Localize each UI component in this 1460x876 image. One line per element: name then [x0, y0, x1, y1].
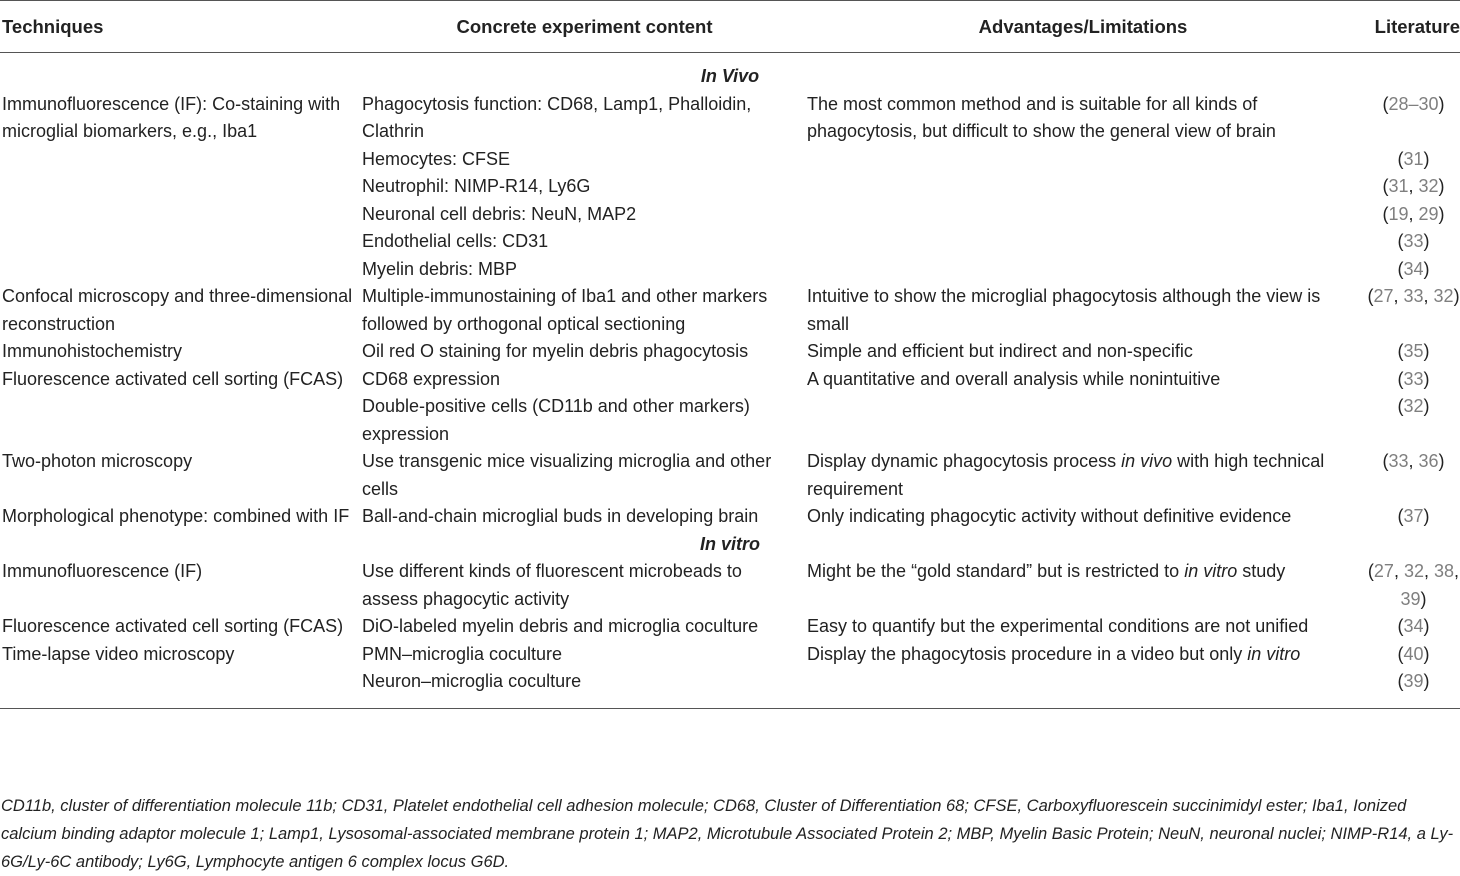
literature-cell: [1359, 173, 1460, 201]
reference-link[interactable]: 33: [1403, 368, 1424, 389]
open-paren: (: [1382, 203, 1389, 224]
technique-cell: [0, 256, 362, 284]
close-paren: ): [1420, 588, 1427, 609]
literature-cell: [1359, 146, 1460, 174]
close-paren: ): [1423, 616, 1430, 636]
ref-separator: ,: [1454, 561, 1460, 581]
content-cell: Myelin debris: MBP: [362, 258, 518, 279]
technique-cell: [0, 668, 362, 708]
open-paren: (: [1397, 616, 1404, 636]
content-cell: Use transgenic mice visualizing microglia and other cells: [362, 451, 772, 499]
close-paren: ): [1423, 148, 1430, 169]
reference-link[interactable]: 32: [1433, 286, 1454, 306]
close-paren: ): [1423, 396, 1430, 416]
advantages-cell: [807, 256, 1359, 284]
reference-link[interactable]: 39: [1403, 671, 1424, 691]
technique-cell: [0, 146, 362, 174]
section-row: [0, 531, 1460, 559]
literature-cell: [1359, 283, 1460, 338]
content-cell: Endothelial cells: CD31: [362, 231, 549, 251]
advantages-cell: Intuitive to show the microglial phagocytosis although the view is small: [807, 286, 1321, 334]
literature-cell: [1359, 668, 1460, 708]
section-title: In vitro: [699, 533, 760, 554]
content-cell: Phagocytosis function: CD68, Lamp1, Phalloidin, Clathrin: [362, 93, 752, 141]
italic-term: in vitro: [1184, 561, 1238, 581]
table-row: [0, 173, 1460, 201]
technique-cell: [0, 173, 362, 201]
reference-link[interactable]: 32: [1403, 396, 1424, 416]
open-paren: (: [1397, 643, 1404, 664]
advantages-cell: Simple and efficient but indirect and non-specific: [807, 341, 1193, 361]
reference-link[interactable]: 34: [1403, 258, 1424, 279]
ref-separator: ,: [1408, 451, 1419, 471]
content-cell: Hemocytes: CFSE: [362, 148, 511, 169]
advantages-cell: [807, 173, 1359, 201]
close-paren: ): [1423, 671, 1430, 691]
reference-link[interactable]: 40: [1403, 643, 1424, 664]
table-row: [0, 201, 1460, 229]
close-paren: ): [1423, 231, 1430, 251]
close-paren: ): [1423, 506, 1430, 526]
reference-link[interactable]: 33: [1403, 286, 1424, 306]
content-cell: Neuronal cell debris: NeuN, MAP2: [362, 203, 637, 224]
section-title: In Vivo: [700, 66, 760, 86]
table-row: [0, 613, 1460, 641]
close-paren: ): [1438, 93, 1445, 114]
advantages-cell: [807, 558, 1359, 613]
ref-separator: ,: [1423, 286, 1434, 306]
reference-link[interactable]: 31: [1388, 176, 1409, 196]
reference-link[interactable]: 37: [1403, 506, 1424, 526]
literature-cell: [1359, 366, 1460, 394]
reference-link[interactable]: 32: [1418, 176, 1439, 196]
content-cell: Use different kinds of fluorescent microbeads to assess phagocytic activity: [362, 561, 742, 609]
open-paren: (: [1397, 671, 1404, 691]
reference-link[interactable]: 36: [1418, 451, 1439, 471]
close-paren: ): [1453, 286, 1460, 306]
close-paren: ): [1423, 643, 1430, 664]
table-row: [0, 641, 1460, 669]
technique-cell: Fluorescence activated cell sorting (FCAS): [2, 368, 344, 389]
header-advantages: Advantages/Limitations: [807, 1, 1359, 53]
technique-cell: [0, 201, 362, 229]
reference-link[interactable]: 19: [1388, 203, 1409, 224]
technique-cell: [0, 393, 362, 448]
close-paren: ): [1423, 368, 1430, 389]
advantages-cell: [807, 146, 1359, 174]
advantages-text: Display dynamic phagocytosis process: [807, 451, 1122, 471]
content-cell: Multiple-immunostaining of Iba1 and other markers followed by orthogonal optical sectioning: [362, 286, 768, 334]
advantages-text: study: [1237, 561, 1286, 581]
content-cell: Double-positive cells (CD11b and other markers) expression: [362, 396, 750, 444]
reference-link[interactable]: 31: [1403, 148, 1424, 169]
ref-separator: ,: [1424, 561, 1435, 581]
open-paren: (: [1397, 341, 1404, 361]
technique-cell: Immunohistochemistry: [2, 341, 183, 361]
table-row: [0, 558, 1460, 613]
table-header: [0, 1, 1460, 53]
open-paren: (: [1382, 451, 1389, 471]
open-paren: (: [1397, 231, 1404, 251]
header-row: [0, 1, 1460, 53]
content-cell: Neutrophil: NIMP-R14, Ly6G: [362, 176, 591, 196]
advantages-cell: A quantitative and overall analysis while nonintuitive: [807, 368, 1221, 389]
table-row: [0, 91, 1460, 146]
table-row: [0, 256, 1460, 284]
table-row: [0, 338, 1460, 366]
reference-link[interactable]: 27: [1373, 286, 1394, 306]
advantages-cell: Only indicating phagocytic activity without definitive evidence: [807, 506, 1292, 526]
technique-cell: Two-photon microscopy: [2, 451, 193, 471]
literature-cell: [1359, 201, 1460, 229]
advantages-text: with high technical requirement: [807, 451, 1325, 499]
content-cell: CD68 expression: [362, 368, 501, 389]
reference-link[interactable]: 34: [1403, 616, 1424, 636]
header-literature: Literature: [1359, 1, 1460, 53]
reference-link[interactable]: 29: [1418, 203, 1439, 224]
ref-separator: ,: [1393, 561, 1404, 581]
content-cell: Ball-and-chain microglial buds in developing brain: [362, 506, 759, 526]
reference-link[interactable]: 38: [1434, 561, 1455, 581]
close-paren: ): [1438, 203, 1445, 224]
ref-separator: ,: [1408, 203, 1419, 224]
open-paren: (: [1382, 176, 1389, 196]
technique-cell: Confocal microscopy and three-dimensional reconstruction: [2, 286, 353, 334]
literature-cell: [1359, 256, 1460, 284]
advantages-cell: [807, 228, 1359, 256]
advantages-cell: [807, 393, 1359, 448]
reference-link[interactable]: 33: [1388, 451, 1409, 471]
content-cell: DiO-labeled myelin debris and microglia coculture: [362, 616, 759, 636]
technique-cell: Fluorescence activated cell sorting (FCAS): [2, 616, 344, 636]
technique-cell: Immunofluorescence (IF): Co-staining with microglial biomarkers, e.g., Iba1: [2, 93, 341, 141]
content-cell: Neuron–microglia coculture: [362, 668, 807, 708]
literature-cell: [1359, 448, 1460, 503]
close-paren: ): [1423, 258, 1430, 279]
table-footnote: CD11b, cluster of differentiation molecule 11b; CD31, Platelet endothelial cell adhesion molecule; CD68, Cluster of Differentiation 68; CFSE, Carboxyfluorescein succinimidyl ester; Iba1, Ionized calcium binding adaptor molecule 1; Lamp1, Lysosomal-associated membrane protein 1; MAP2, Microtubule Associated Protein 2; MBP, Myelin Basic Protein; NeuN, neuronal nuclei; NIMP-R14, a Ly-6G/Ly-6C antibody; Ly6G, Lymphocyte antigen 6 complex locus G6D.: [1, 797, 1454, 871]
open-paren: (: [1397, 368, 1404, 389]
reference-link[interactable]: 33: [1403, 231, 1424, 251]
table-row: [0, 393, 1460, 448]
italic-term: in vitro: [1247, 643, 1301, 664]
section-row: [0, 53, 1460, 91]
ref-separator: ,: [1408, 176, 1419, 196]
literature-cell: [1359, 393, 1460, 448]
open-paren: (: [1397, 506, 1404, 526]
close-paren: ): [1438, 451, 1445, 471]
open-paren: (: [1397, 396, 1404, 416]
header-content: Concrete experiment content: [362, 1, 807, 53]
literature-cell: [1359, 613, 1460, 641]
advantages-cell: [807, 448, 1359, 503]
table-row: [0, 448, 1460, 503]
technique-cell: Time-lapse video microscopy: [2, 643, 235, 664]
advantages-text: Might be the “gold standard” but is restricted to: [807, 561, 1185, 581]
advantages-text: Display the phagocytosis procedure in a video but only: [807, 643, 1248, 664]
open-paren: (: [1397, 258, 1404, 279]
open-paren: (: [1367, 286, 1374, 306]
literature-cell: [1359, 558, 1460, 613]
close-paren: ): [1423, 341, 1430, 361]
advantages-cell: [807, 668, 1359, 708]
advantages-cell: [807, 641, 1359, 669]
table-row: [0, 503, 1460, 531]
reference-link[interactable]: 35: [1403, 341, 1424, 361]
technique-cell: [0, 228, 362, 256]
literature-cell: [1359, 338, 1460, 366]
close-paren: ): [1438, 176, 1445, 196]
content-cell: Oil red O staining for myelin debris phagocytosis: [362, 341, 749, 361]
literature-cell: [1359, 503, 1460, 531]
content-cell: PMN–microglia coculture: [362, 643, 563, 664]
italic-term: in vivo: [1121, 451, 1173, 471]
reference-link[interactable]: 32: [1403, 561, 1424, 581]
ref-separator: ,: [1393, 286, 1404, 306]
reference-link[interactable]: 27: [1373, 561, 1394, 581]
literature-cell: [1359, 641, 1460, 669]
technique-cell: Immunofluorescence (IF): [2, 561, 203, 581]
open-paren: (: [1397, 148, 1404, 169]
open-paren: (: [1382, 93, 1389, 114]
open-paren: (: [1367, 561, 1374, 581]
reference-link[interactable]: 28–30: [1388, 93, 1439, 114]
table-row: [0, 668, 1460, 708]
technique-cell: Morphological phenotype: combined with IF: [2, 506, 350, 526]
literature-cell: [1359, 228, 1460, 256]
table-row: [0, 228, 1460, 256]
table-body: [0, 53, 1460, 709]
advantages-cell: The most common method and is suitable for all kinds of phagocytosis, but difficult to show the general view of brain: [807, 93, 1276, 141]
header-techniques: Techniques: [0, 1, 362, 53]
table-row: [0, 366, 1460, 394]
advantages-cell: Easy to quantify but the experimental conditions are not unified: [807, 616, 1309, 636]
table-row: [0, 146, 1460, 174]
literature-cell: [1359, 91, 1460, 146]
table-row: [0, 283, 1460, 338]
reference-link[interactable]: 39: [1400, 588, 1421, 609]
advantages-cell: [807, 201, 1359, 229]
